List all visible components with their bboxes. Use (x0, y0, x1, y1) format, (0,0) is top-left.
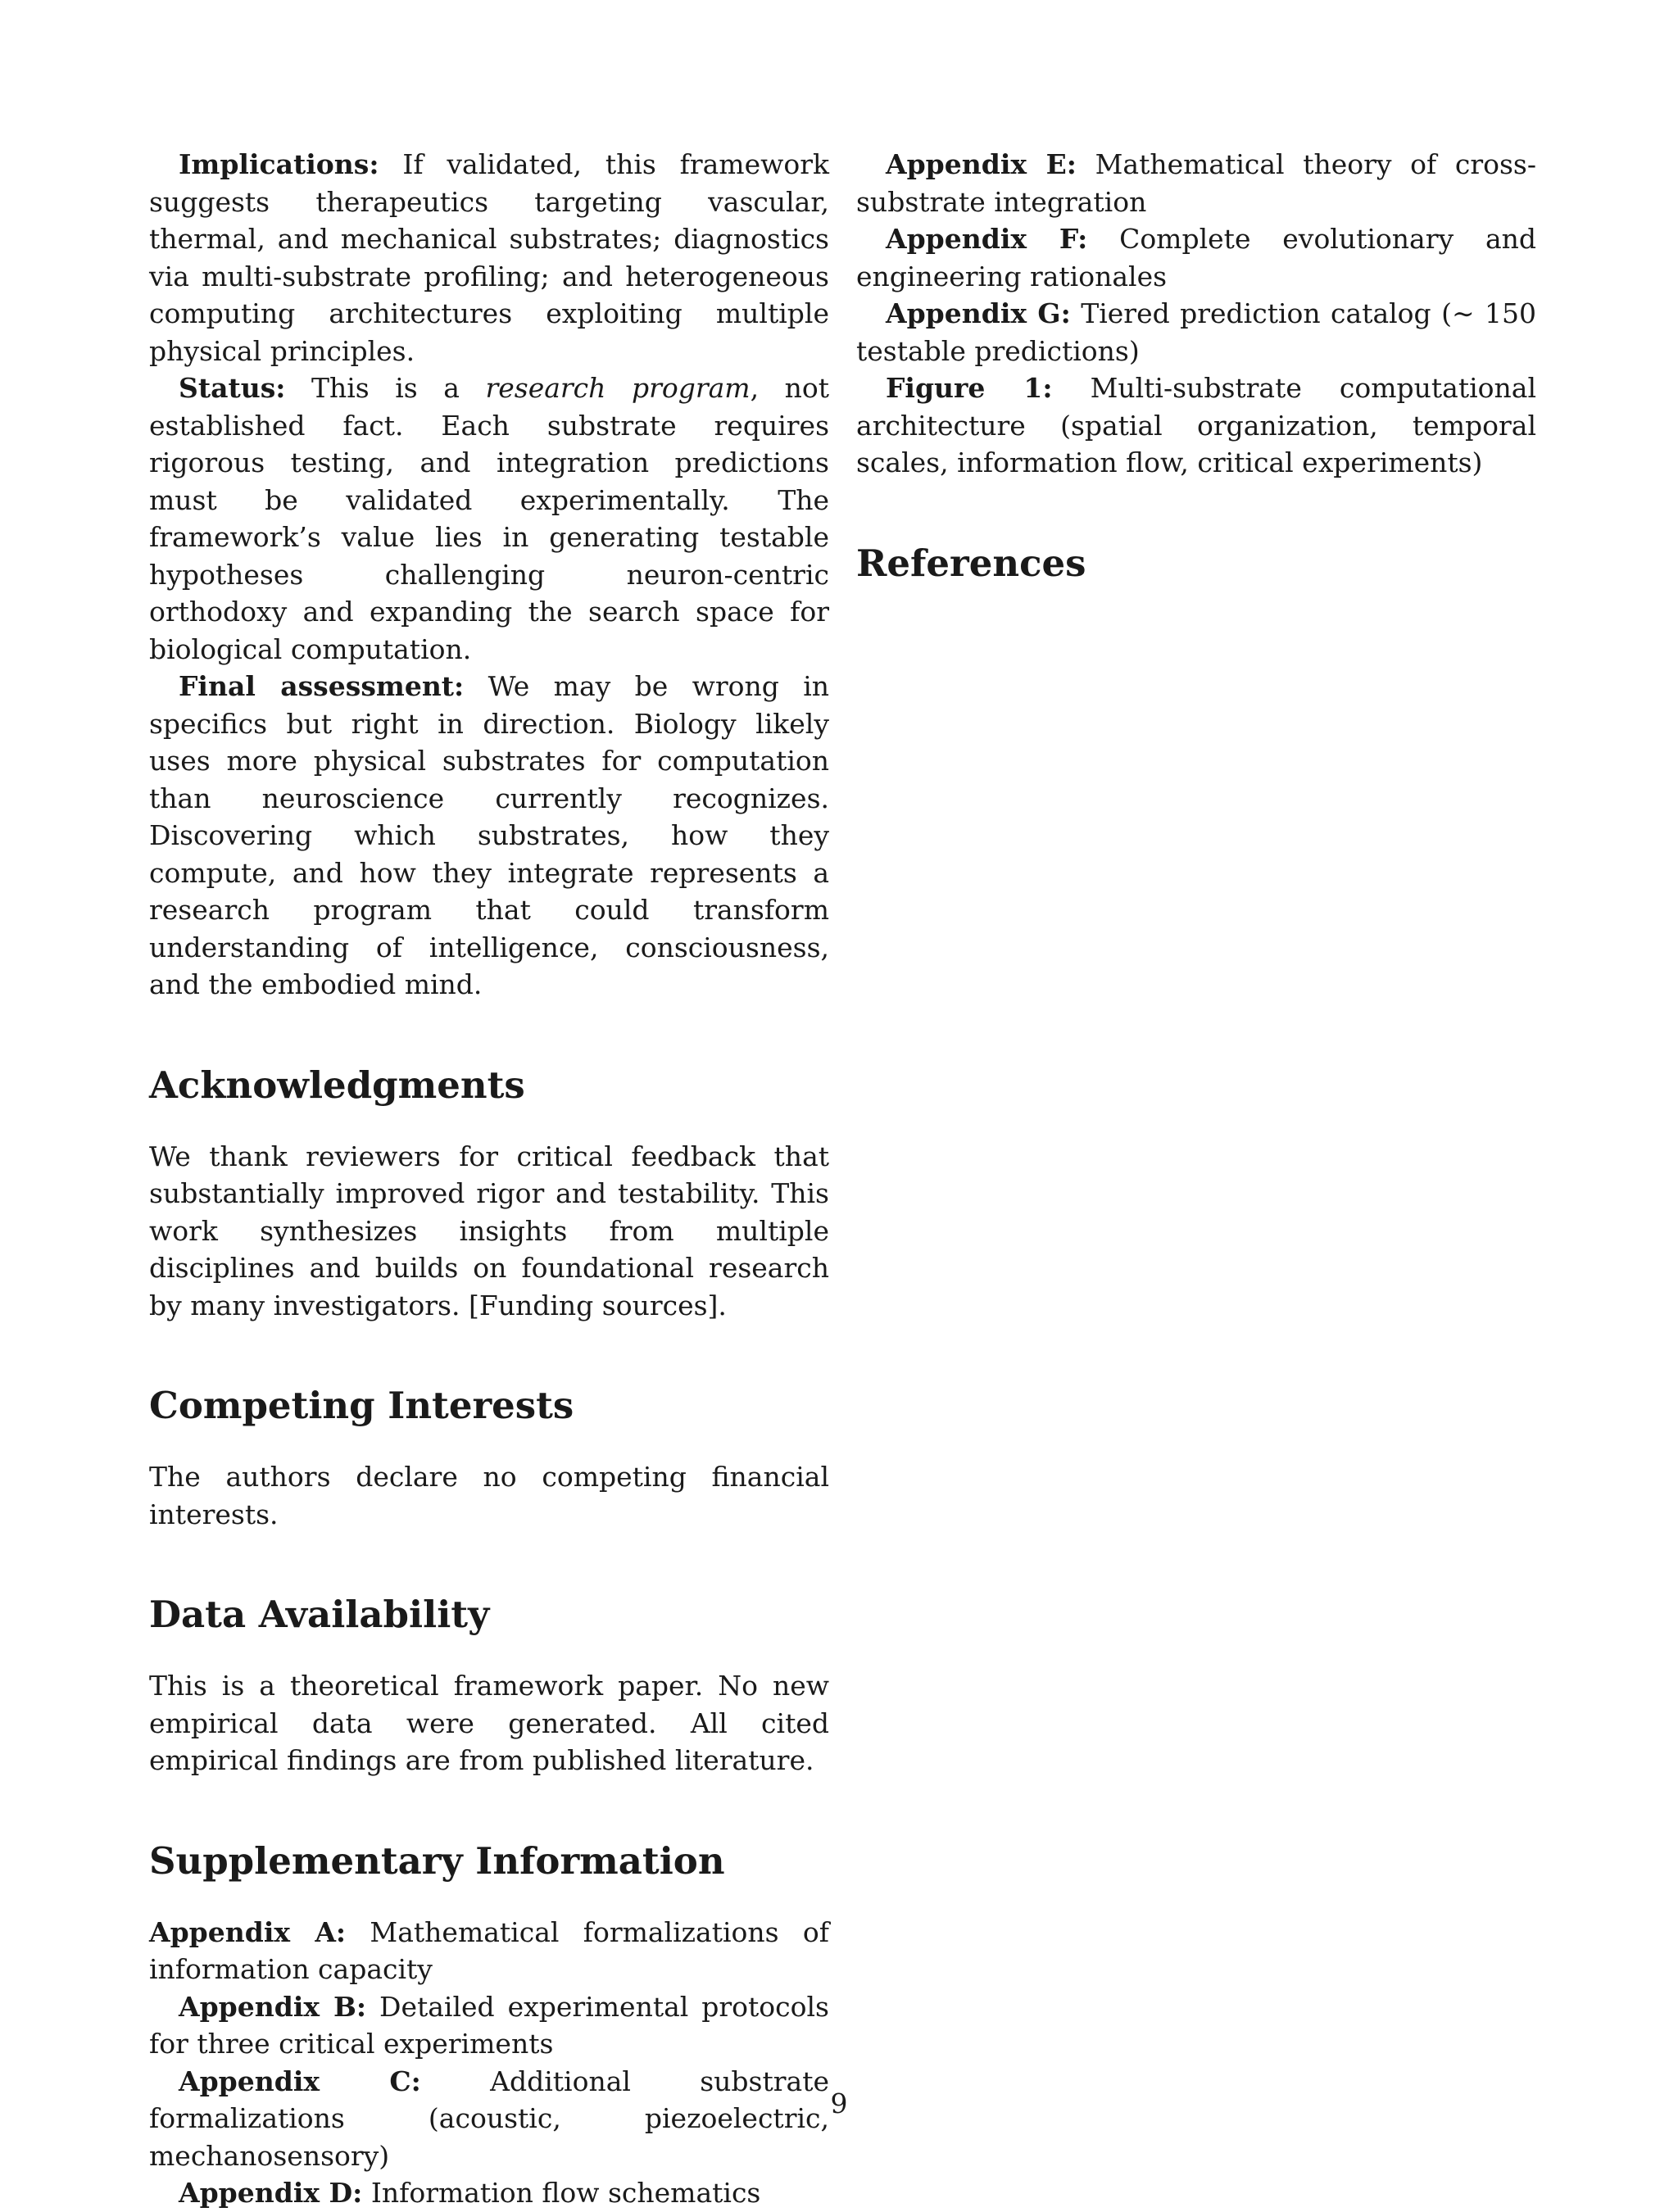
appendix-f-text: Complete evolutionary and engineering rationales (856, 223, 1536, 292)
status-text-after: , not established fact. Each substrate requires rigorous testing, and integration predictions must be validated experimentally. The framework’s value lies in generating testable hypotheses challenging neuron-centric orthodoxy and expanding the search space for biological computation. (149, 372, 829, 665)
final-assessment-text: We may be wrong in specifics but right in direction. Biology likely uses more physical substrates for computation than neuroscience currently recognizes. Discovering which substrates, how they compute, and how they integrate represents a research program that could transform understanding of intelligence, consciousness, and the embodied mind. (149, 670, 829, 1000)
appendix-a-text: Mathematical formalizations of information capacity (149, 1915, 829, 1985)
appendix-b-label: Appendix B: (179, 1990, 367, 2023)
competing-interests-text: The authors declare no competing financial interests. (149, 1461, 829, 1530)
acknowledgments-heading: Acknowledgments (149, 1063, 525, 1107)
appendix-e-text: Mathematical theory of cross-substrate integration (856, 148, 1536, 218)
appendix-a-label: Appendix A: (149, 1915, 347, 1948)
appendix-c-text: Additional substrate formalizations (acoustic, piezoelectric, mechanosensory) (149, 2065, 829, 2172)
supplementary-heading: Supplementary Information (149, 1838, 725, 1883)
implications-paragraph (149, 146, 829, 369)
data-availability-heading: Data Availability (149, 1593, 490, 1636)
appendix-a-item (149, 1914, 829, 1988)
appendix-b-item (149, 1988, 829, 2063)
implications-text: If validated, this framework suggests therapeutics targeting vascular, thermal, and mechanical substrates; diagnostics via multi-substrate profiling; and heterogeneous computing architectures exploiting multiple physical principles. (149, 148, 829, 367)
status-label: Status: (179, 372, 286, 404)
appendix-e-label: Appendix E: (886, 148, 1077, 180)
implications-label: Implications: (179, 148, 379, 180)
appendix-g-item (856, 295, 1536, 369)
appendix-f-label: Appendix F: (886, 223, 1088, 255)
final-assessment-paragraph (149, 668, 829, 1004)
figure-1-label: Figure 1: (886, 372, 1053, 404)
status-paragraph (149, 369, 829, 668)
appendix-b-text: Detailed experimental protocols for three critical experiments (149, 1990, 829, 2060)
right-column (856, 146, 1536, 587)
data-availability-text: This is a theoretical framework paper. No new empirical data were generated. All cited empirical findings are from published literature. (149, 1670, 829, 1776)
figure-1-text: Multi-substrate computational architecture (spatial organization, temporal scales, information flow, critical experiments) (856, 372, 1536, 478)
appendix-e-item (856, 146, 1536, 220)
appendix-f-item (856, 220, 1536, 295)
appendix-g-label: Appendix G: (886, 297, 1071, 329)
appendix-c-label: Appendix C: (179, 2065, 421, 2097)
appendix-g-text: Tiered prediction catalog (∼ 150 testable predictions) (856, 297, 1536, 367)
left-column (149, 146, 829, 2212)
references-heading: References (856, 541, 1086, 585)
page-number: 9 (830, 2087, 848, 2119)
appendix-d-text: Information flow schematics (362, 2177, 761, 2209)
competing-interests-heading: Competing Interests (149, 1384, 574, 1427)
figure-1-item (856, 369, 1536, 482)
appendix-d-item (149, 2174, 829, 2212)
status-emphasis: research program (485, 372, 751, 404)
final-assessment-label: Final assessment: (179, 670, 465, 702)
status-text-before: This is a (285, 372, 486, 404)
acknowledgments-text: We thank reviewers for critical feedback that substantially improved rigor and testability. This work synthesizes insights from multiple disciplines and builds on foundational research by many investigators. [Funding sources]. (149, 1140, 829, 1321)
appendix-d-label: Appendix D: (179, 2177, 363, 2209)
